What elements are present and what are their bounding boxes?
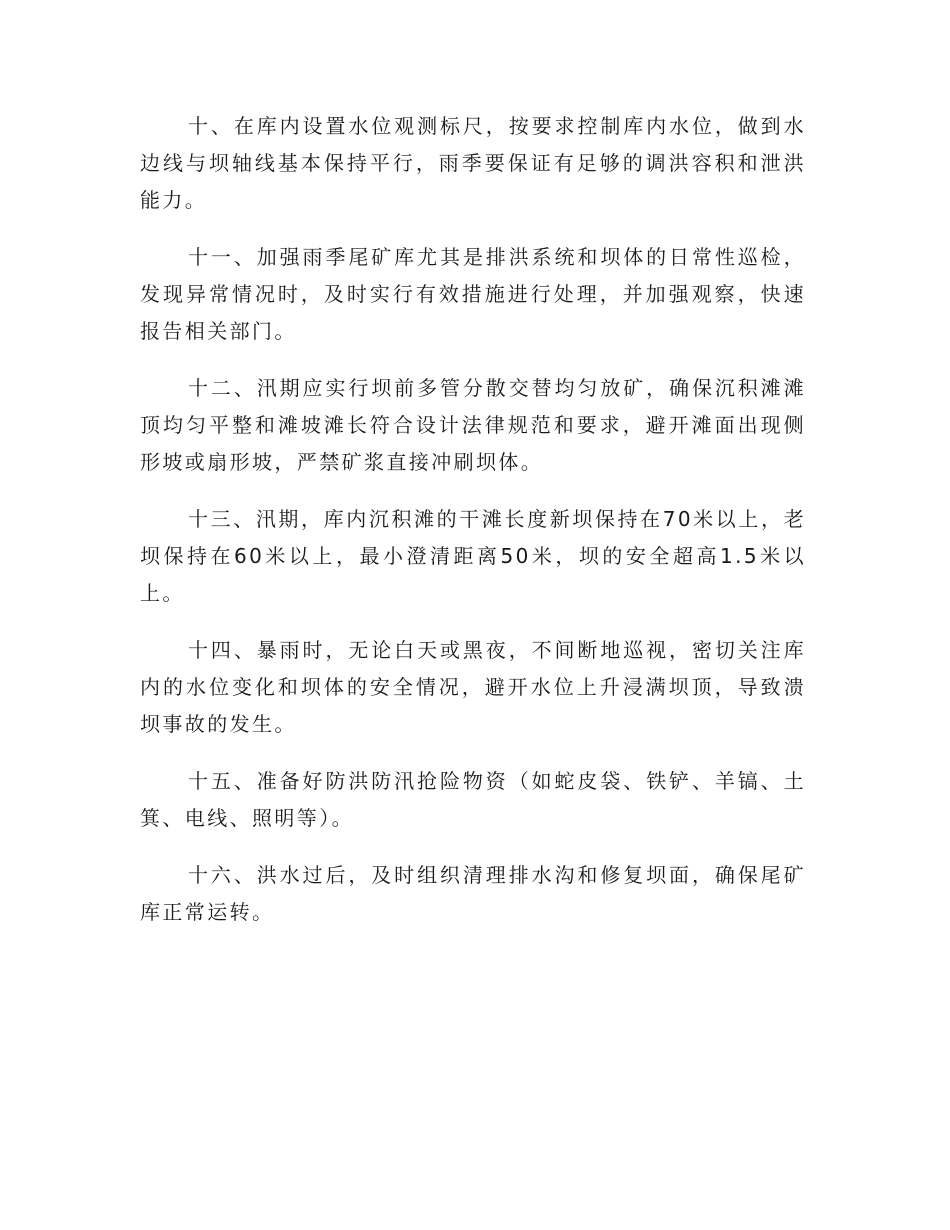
document-body — [140, 108, 806, 931]
paragraph-item-13: 十三、汛期，库内沉积滩的干滩长度新坝保持在70米以上，老坝保持在60米以上，最小澄清距离50米，坝的安全超高1.5米以上。 — [140, 507, 806, 605]
paragraph-item-15: 十五、准备好防洪防汛抢险物资（如蛇皮袋、铁铲、羊镐、土箕、电线、照明等）。 — [140, 769, 806, 830]
paragraph-item-10: 十、在库内设置水位观测标尺，按要求控制库内水位，做到水边线与坝轴线基本保持平行，雨季要保证有足够的调洪容积和泄洪能力。 — [140, 114, 806, 212]
paragraph-item-12: 十二、汛期应实行坝前多管分散交替均匀放矿，确保沉积滩滩顶均匀平整和滩坡滩长符合设计法律规范和要求，避开滩面出现侧形坡或扇形坡，严禁矿浆直接冲刷坝体。 — [140, 376, 806, 474]
paragraph-item-16: 十六、洪水过后，及时组织清理排水沟和修复坝面，确保尾矿库正常运转。 — [140, 863, 806, 924]
paragraph-item-11: 十一、加强雨季尾矿库尤其是排洪系统和坝体的日常性巡检，发现异常情况时，及时实行有效措施进行处理，并加强观察，快速报告相关部门。 — [140, 245, 806, 343]
paragraph-item-14: 十四、暴雨时，无论白天或黑夜，不间断地巡视，密切关注库内的水位变化和坝体的安全情况，避开水位上升浸满坝顶，导致溃坝事故的发生。 — [140, 638, 806, 736]
